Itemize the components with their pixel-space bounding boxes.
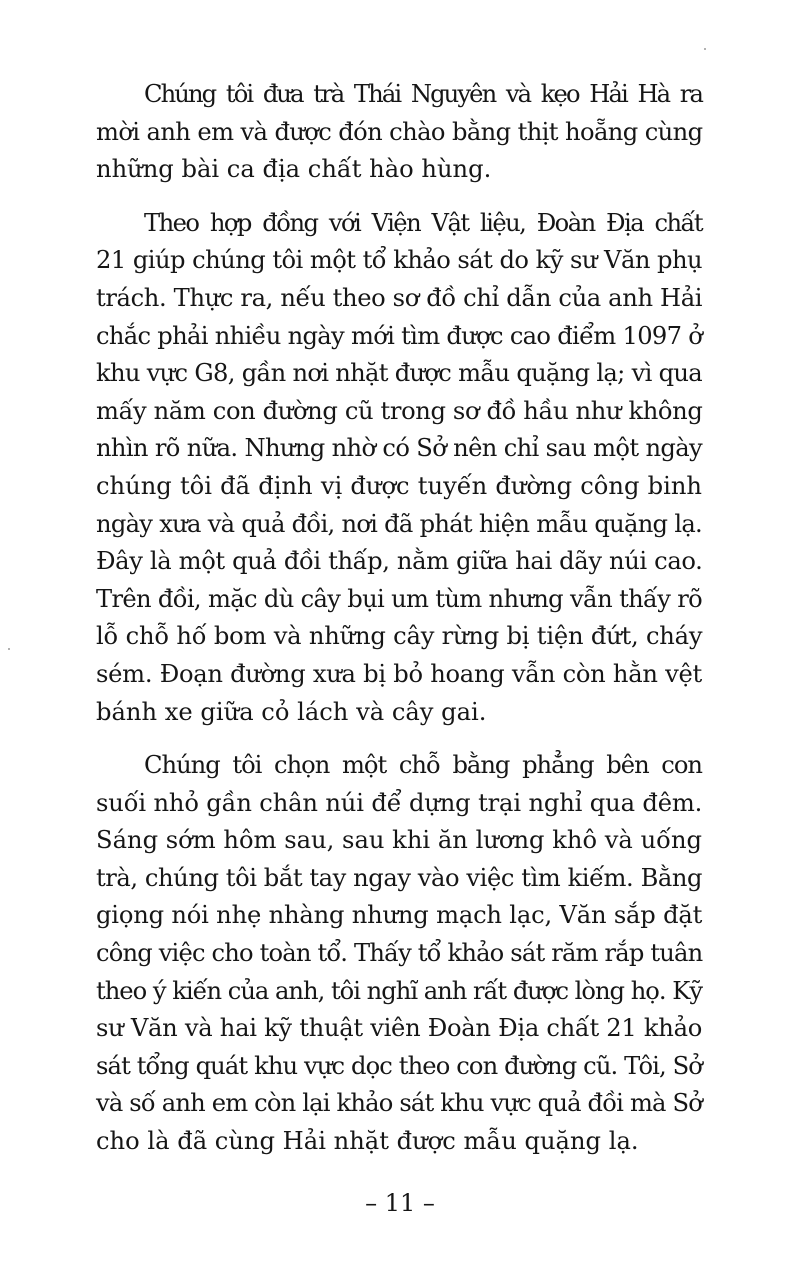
paper-speck: [704, 48, 706, 50]
text-line: Chúng tôi chọn một chỗ bằng phẳng bên con: [144, 751, 702, 780]
text-line: nhìn rõ nữa. Nhưng nhờ có Sở nên chỉ sau một ngày: [96, 434, 702, 463]
text-line: công việc cho toàn tổ. Thấy tổ khảo sát răm rắp tuân: [96, 939, 703, 968]
text-line: và số anh em còn lại khảo sát khu vực quả đồi mà Sở: [96, 1089, 702, 1118]
text-line: lỗ chỗ hố bom và những cây rừng bị tiện đứt, cháy: [96, 622, 703, 651]
text-line: chúng tôi đã định vị được tuyến đường công binh: [96, 471, 702, 500]
text-line: Theo hợp đồng với Viện Vật liệu, Đoàn Địa chất: [144, 208, 702, 237]
text-line: suối nhỏ gần chân núi để dựng trại nghỉ qua đêm.: [96, 788, 703, 817]
paper-speck: [8, 648, 10, 650]
text-line: trà, chúng tôi bắt tay ngay vào việc tìm kiếm. Bằng: [96, 863, 703, 892]
text-line: theo ý kiến của anh, tôi nghĩ anh rất được lòng họ. Kỹ: [96, 976, 702, 1005]
text-line: khu vực G8, gần nơi nhặt được mẫu quặng lạ; vì qua: [96, 359, 702, 388]
text-line: mời anh em và được đón chào bằng thịt hoẵng cùng: [96, 117, 703, 146]
text-line: 21 giúp chúng tôi một tổ khảo sát do kỹ sư Văn phụ: [96, 246, 703, 275]
text-line: giọng nói nhẹ nhàng nhưng mạch lạc, Văn sắp đặt: [96, 901, 703, 930]
text-line: chắc phải nhiều ngày mới tìm được cao điểm 1097 ở: [96, 321, 703, 350]
text-line: cho là đã cùng Hải nhặt được mẫu quặng lạ.: [96, 1127, 639, 1156]
paragraph: [96, 76, 702, 189]
body-text: [96, 76, 702, 1161]
text-line: Trên đồi, mặc dù cây bụi um tùm nhưng vẫn thấy rõ: [96, 584, 702, 613]
text-line: Chúng tôi đưa trà Thái Nguyên và kẹo Hải Hà ra: [144, 80, 702, 108]
paragraph: [96, 205, 702, 731]
paragraph: [96, 747, 702, 1161]
text-line: sư Văn và hai kỹ thuật viên Đoàn Địa chất 21 khảo: [96, 1014, 702, 1043]
text-line: bánh xe giữa cỏ lách và cây gai.: [96, 697, 487, 726]
text-line: trách. Thực ra, nếu theo sơ đồ chỉ dẫn của anh Hải: [96, 283, 703, 312]
text-line: sát tổng quát khu vực dọc theo con đường cũ. Tôi, Sở: [96, 1051, 702, 1080]
text-line: Sáng sớm hôm sau, sau khi ăn lương khô và uống: [96, 826, 702, 855]
text-line: mấy năm con đường cũ trong sơ đồ hầu như không: [96, 396, 703, 425]
text-line: Đây là một quả đồi thấp, nằm giữa hai dãy núi cao.: [96, 547, 703, 576]
text-line: những bài ca địa chất hào hùng.: [96, 155, 492, 184]
page-number: – 11 –: [365, 1189, 435, 1217]
text-line: ngày xưa và quả đồi, nơi đã phát hiện mẫu quặng lạ.: [96, 509, 702, 538]
text-line: sém. Đoạn đường xưa bị bỏ hoang vẫn còn hằn vệt: [96, 659, 702, 688]
